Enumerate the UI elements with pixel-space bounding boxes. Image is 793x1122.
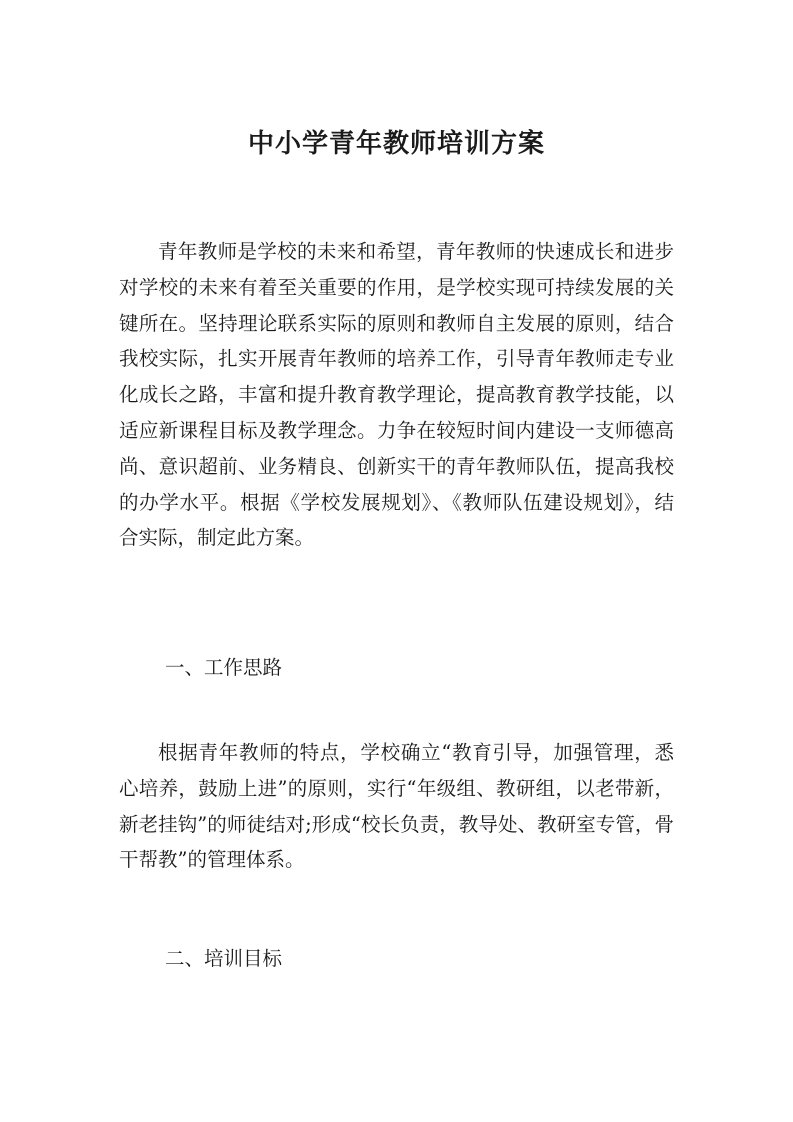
section-heading-training-goals: 二、培训目标 <box>165 947 283 970</box>
work-approach-paragraph: 根据青年教师的特点，学校确立“教育引导，加强管理，悉心培养，鼓励上进”的原则，实行“年级组、教研组，以老带新，新老挂钩”的师徒结对;形成“校长负责，教导处、教研室专管，骨干帮教”的管理体系。 <box>119 741 674 872</box>
intro-paragraph: 青年教师是学校的未来和希望，青年教师的快速成长和进步对学校的未来有着至关重要的作用，是学校实现可持续发展的关键所在。坚持理论联系实际的原则和教师自主发展的原则，结合我校实际，扎实开展青年教师的培养工作，引导青年教师走专业化成长之路，丰富和提升教育教学理论，提高教育教学技能，以适应新课程目标及教学理念。力争在较短时间内建设一支师德高尚、意识超前、业务精良、创新实干的青年教师队伍，提高我校的办学水平。根据《学校发展规划》、《教师队伍建设规划》，结合实际，制定此方案。 <box>119 240 674 550</box>
document-title: 中小学青年教师培训方案 <box>247 129 545 159</box>
section-heading-work-approach: 一、工作思路 <box>165 656 283 679</box>
